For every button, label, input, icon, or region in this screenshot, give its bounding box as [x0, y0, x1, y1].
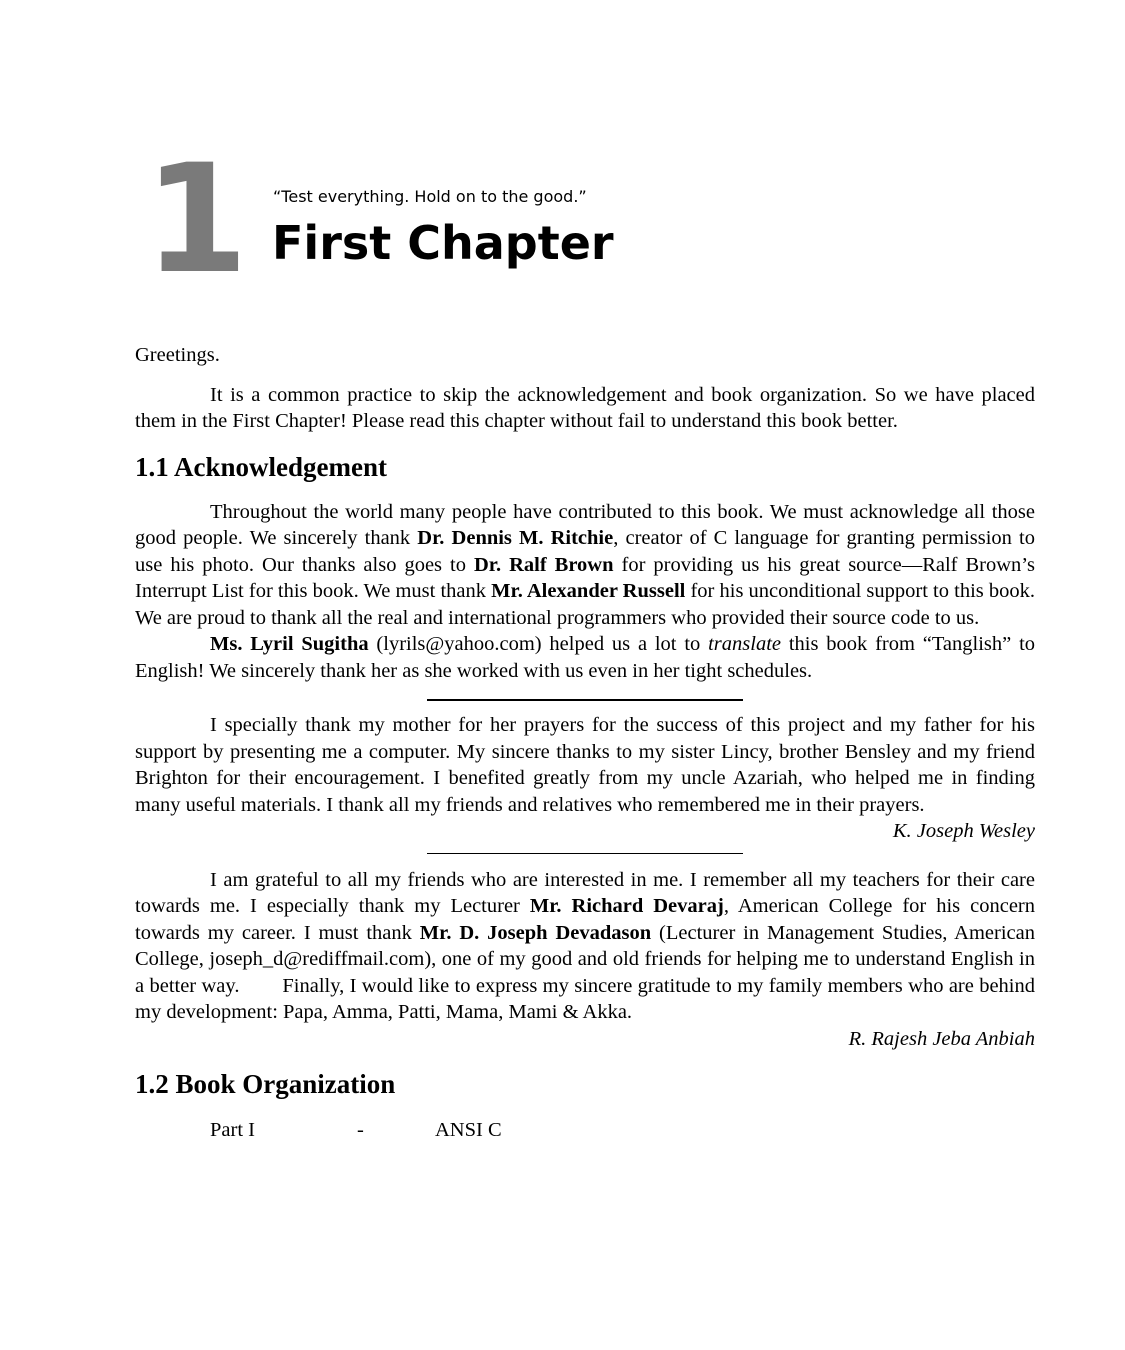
- person-name: Dr. Dennis M. Ritchie: [417, 527, 614, 550]
- divider-thin: [427, 853, 743, 854]
- signature-anbiah: R. Rajesh Jeba Anbiah: [848, 1027, 1035, 1050]
- person-name: Dr. Ralf Brown: [473, 553, 614, 576]
- ack-paragraph-1: [135, 499, 1035, 632]
- part-label: Part I: [210, 1118, 255, 1141]
- chapter-number: 1: [144, 133, 249, 307]
- text: Throughout the world many people have contributed to this book. We must acknowledge all those good people. We sincerely thank: [135, 500, 1035, 550]
- text: (lyrils@yahoo.com) helped us a lot to: [368, 633, 709, 656]
- person-name: Mr. Alexander Russell: [491, 580, 686, 603]
- part-separator: -: [357, 1118, 364, 1141]
- chapter-title: First Chapter: [272, 216, 614, 270]
- divider-thick: [427, 699, 743, 701]
- text: , American College for his concern towards my career. I must thank: [135, 895, 1035, 944]
- person-name: Mr. D. Joseph Devadason: [419, 921, 652, 944]
- ack-paragraph-4: [135, 867, 1041, 1026]
- part-row: [135, 1117, 1035, 1143]
- part-name: ANSI C: [435, 1118, 502, 1141]
- text: for providing us his great source—Ralf Brown’s Interrupt List for this book. We must thank: [135, 553, 1035, 603]
- ack-paragraph-2: [135, 631, 1035, 684]
- intro-paragraph: It is a common practice to skip the acknowledgement and book organization. So we have placed them in the First Chapter! Please read this chapter without fail to understand this book better.: [135, 383, 1035, 432]
- signature-wesley: K. Joseph Wesley: [892, 820, 1035, 843]
- text: for his unconditional support to this book. We are proud to thank all the real and international programmers who provided their source code to us.: [135, 580, 1035, 629]
- ack-paragraph-3: I specially thank my mother for her prayers for the success of this project and my father for his support by presenting me a computer. My sincere thanks to my sister Lincy, brother Bensley and my friend Brighton for their encouragement. I benefited greatly from my uncle Azariah, who helped me in finding many useful materials. I thank all my friends and relatives who remembered me in their prayers.: [135, 714, 1035, 816]
- section-heading-acknowledgement: 1.1 Acknowledgement: [135, 451, 387, 482]
- chapter-body: [135, 342, 1041, 1143]
- greeting: Greetings.: [135, 344, 220, 366]
- text: I am grateful to all my friends who are interested in me. I remember all my teachers for their care towards me. I especially thank my Lecturer: [135, 868, 1035, 918]
- text: this book from “Tanglish” to English! We sincerely thank her as she worked with us even in her tight schedules.: [135, 633, 1036, 682]
- text: (Lecturer in Management Studies, American College, joseph_d@rediffmail.com), one of my good and old friends for helping me to understand English in a better way. Finally, I would like to express my sincere gratitude to my family members who are behind my development: Papa, Amma, Patti, Mama, Mami & Akka.: [135, 921, 1041, 1024]
- section-heading-organization: 1.2 Book Organization: [135, 1069, 396, 1100]
- chapter-epigraph: “Test everything. Hold on to the good.”: [273, 187, 587, 206]
- person-name: Ms. Lyril Sugitha: [210, 633, 369, 656]
- text: , creator of C language for granting permission to use his photo. Our thanks also goes to: [135, 527, 1035, 576]
- emphasis: translate: [708, 633, 781, 656]
- person-name: Mr. Richard Devaraj: [529, 895, 724, 918]
